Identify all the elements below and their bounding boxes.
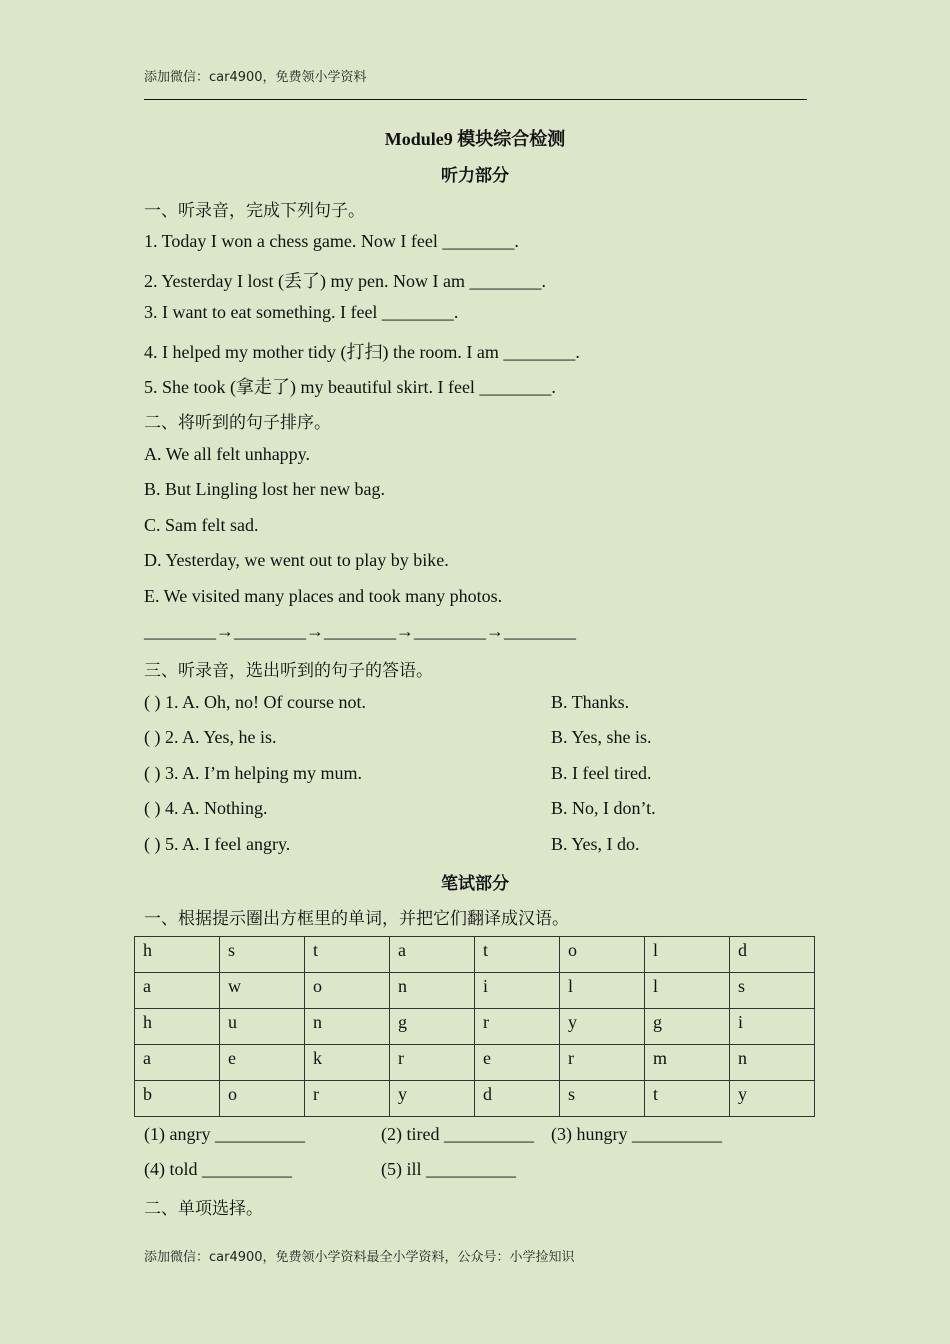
part2-item: D. Yesterday, we went out to play by bike.: [144, 550, 449, 570]
grid-cell: r: [390, 1045, 475, 1081]
grid-cell: r: [475, 1009, 560, 1045]
prompt-ill: (5) ill __________: [381, 1159, 516, 1179]
part1-item: 2. Yesterday I lost (丢了) my pen. Now I am ________.: [144, 271, 546, 291]
part3-option-b: B. I feel tired.: [551, 763, 652, 783]
grid-row: [135, 1009, 815, 1045]
part3-option-b: B. No, I don’t.: [551, 798, 656, 818]
part2-item: B. But Lingling lost her new bag.: [144, 479, 385, 499]
grid-cell: b: [135, 1081, 220, 1117]
grid-cell: s: [560, 1081, 645, 1117]
part3-option-b: B. Thanks.: [551, 692, 630, 712]
grid-cell: u: [220, 1009, 305, 1045]
grid-cell: s: [220, 937, 305, 973]
prompt-told: (4) told __________: [144, 1159, 292, 1179]
grid-cell: i: [730, 1009, 815, 1045]
grid-row: [135, 973, 815, 1009]
part3-option-b: B. Yes, I do.: [551, 834, 640, 854]
listening-heading: 听力部分: [441, 166, 509, 186]
part3-option-a: ( ) 1. A. Oh, no! Of course not.: [144, 692, 366, 712]
grid-cell: w: [220, 973, 305, 1009]
word-search-grid: [134, 936, 815, 1117]
grid-cell: e: [220, 1045, 305, 1081]
grid-cell: i: [475, 973, 560, 1009]
grid-cell: g: [645, 1009, 730, 1045]
part2-item: E. We visited many places and took many photos.: [144, 586, 503, 606]
listening-part3-instruction: 三、听录音，选出听到的句子的答语。: [144, 661, 433, 681]
grid-cell: r: [305, 1081, 390, 1117]
grid-cell: a: [135, 1045, 220, 1081]
part2-item: A. We all felt unhappy.: [144, 444, 311, 464]
grid-cell: n: [730, 1045, 815, 1081]
part1-item: 3. I want to eat something. I feel ________.: [144, 302, 459, 322]
listening-part2-instruction: 二、将听到的句子排序。: [144, 413, 331, 433]
grid-cell: h: [135, 937, 220, 973]
grid-cell: y: [390, 1081, 475, 1117]
grid-row: [135, 1081, 815, 1117]
writing-heading: 笔试部分: [441, 874, 509, 894]
grid-cell: e: [475, 1045, 560, 1081]
grid-cell: g: [390, 1009, 475, 1045]
grid-cell: l: [645, 937, 730, 973]
part3-option-a: ( ) 3. A. I’m helping my mum.: [144, 763, 362, 783]
prompt-angry: (1) angry __________: [144, 1124, 305, 1144]
page-title: Module9 模块综合检测: [384, 129, 566, 149]
grid-cell: t: [475, 937, 560, 973]
writing-part2-instruction: 二、单项选择。: [144, 1199, 263, 1219]
header-divider: [144, 99, 807, 100]
grid-cell: n: [390, 973, 475, 1009]
grid-cell: n: [305, 1009, 390, 1045]
part3-option-a: ( ) 4. A. Nothing.: [144, 798, 268, 818]
grid-cell: a: [390, 937, 475, 973]
grid-row: [135, 937, 815, 973]
order-answer-line: ________→________→________→________→________: [144, 621, 576, 641]
grid-cell: o: [220, 1081, 305, 1117]
prompt-tired: (2) tired __________: [381, 1124, 534, 1144]
grid-cell: t: [645, 1081, 730, 1117]
part3-option-a: ( ) 2. A. Yes, he is.: [144, 727, 277, 747]
header-note: 添加微信：car4900，免费领小学资料: [144, 70, 367, 85]
grid-cell: o: [560, 937, 645, 973]
grid-cell: o: [305, 973, 390, 1009]
grid-cell: y: [560, 1009, 645, 1045]
listening-part1-instruction: 一、听录音，完成下列句子。: [144, 201, 365, 221]
writing-part1-instruction: 一、根据提示圈出方框里的单词，并把它们翻译成汉语。: [144, 909, 569, 929]
part1-item: 4. I helped my mother tidy (打扫) the room. I am ________.: [144, 342, 580, 362]
part1-item: 5. She took (拿走了) my beautiful skirt. I feel ________.: [144, 377, 556, 397]
grid-row: [135, 1045, 815, 1081]
grid-cell: m: [645, 1045, 730, 1081]
grid-cell: l: [560, 973, 645, 1009]
grid-cell: y: [730, 1081, 815, 1117]
grid-cell: h: [135, 1009, 220, 1045]
grid-cell: a: [135, 973, 220, 1009]
grid-cell: d: [730, 937, 815, 973]
part3-option-b: B. Yes, she is.: [551, 727, 652, 747]
grid-cell: r: [560, 1045, 645, 1081]
part2-item: C. Sam felt sad.: [144, 515, 259, 535]
grid-cell: d: [475, 1081, 560, 1117]
grid-cell: t: [305, 937, 390, 973]
footer-note: 添加微信：car4900，免费领小学资料最全小学资料，公众号：小学捡知识: [144, 1250, 575, 1265]
grid-cell: k: [305, 1045, 390, 1081]
part1-item: 1. Today I won a chess game. Now I feel ________.: [144, 231, 519, 251]
prompt-hungry: (3) hungry __________: [551, 1124, 722, 1144]
grid-cell: l: [645, 973, 730, 1009]
grid-cell: s: [730, 973, 815, 1009]
part3-option-a: ( ) 5. A. I feel angry.: [144, 834, 291, 854]
